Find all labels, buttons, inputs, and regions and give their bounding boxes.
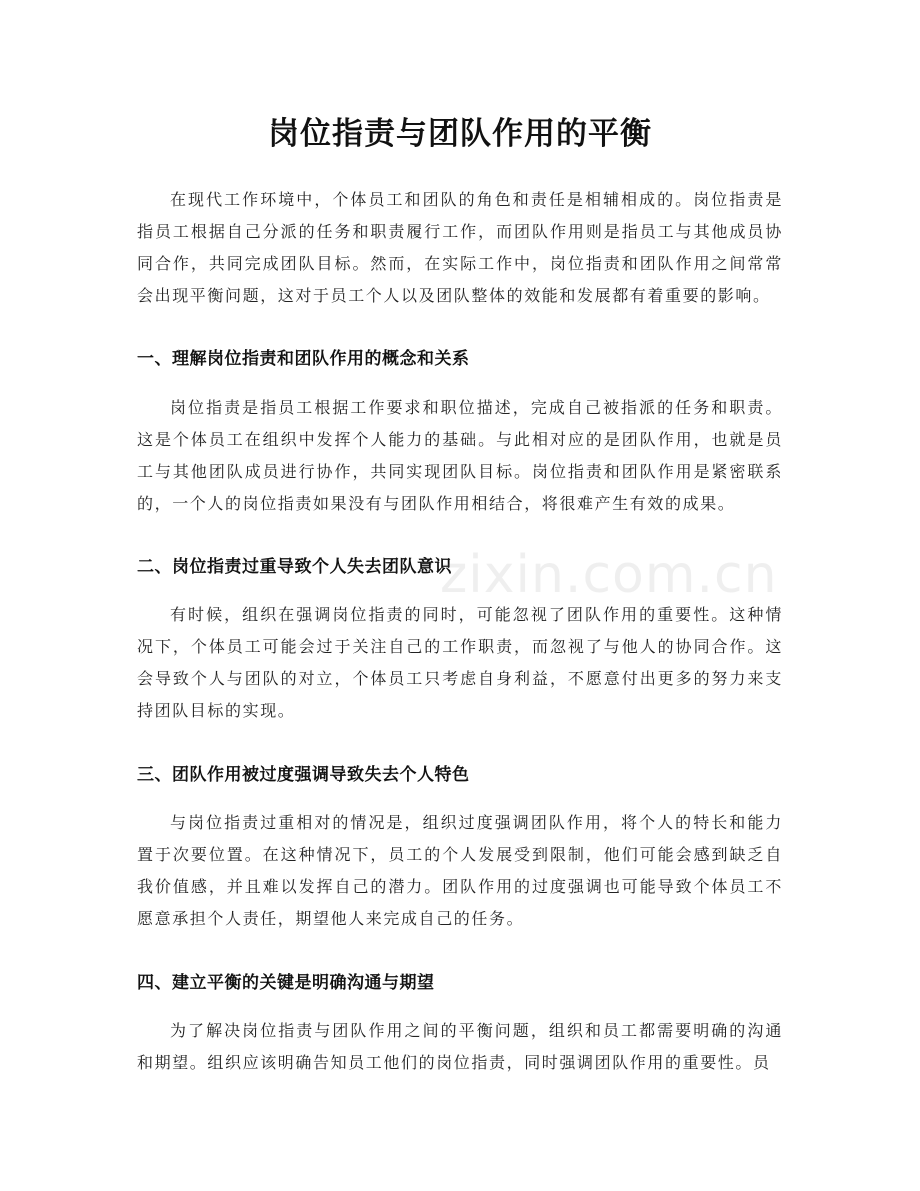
section-2-block <box>137 599 783 727</box>
section-1-paragraph: 岗位指责是指员工根据工作要求和职位描述，完成自己被指派的任务和职责。这是个体员工在组织中发挥个人能力的基础。与此相对应的是团队作用，也就是员工与其他团队成员进行协作，共同实现团队目标。岗位指责和团队作用是紧密联系的，一个人的岗位指责如果没有与团队作用相结合，将很难产生有效的成果。 <box>137 398 783 513</box>
section-3-heading: 三、团队作用被过度强调导致失去个人特色 <box>137 765 470 785</box>
section-3-paragraph: 与岗位指责过重相对的情况是，组织过度强调团队作用，将个人的特长和能力置于次要位置。在这种情况下，员工的个人发展受到限制，他们可能会感到缺乏自我价值感，并且难以发挥自己的潜力。团队作用的过度强调也可能导致个体员工不愿意承担个人责任，期望他人来完成自己的任务。 <box>137 813 783 928</box>
section-4-heading: 四、建立平衡的关键是明确沟通与期望 <box>137 973 435 993</box>
section-3-block <box>137 807 783 935</box>
section-1-block <box>137 392 783 520</box>
intro-paragraph: 在现代工作环境中，个体员工和团队的角色和责任是相辅相成的。岗位指责是指员工根据自己分派的任务和职责履行工作，而团队作用则是指员工与其他成员协同合作，共同完成团队目标。然而，在实际工作中，岗位指责和团队作用之间常常会出现平衡问题，这对于员工个人以及团队整体的效能和发展都有着重要的影响。 <box>137 190 783 305</box>
section-4-paragraph: 为了解决岗位指责与团队作用之间的平衡问题，组织和员工都需要明确的沟通和期望。组织应该明确告知员工他们的岗位指责，同时强调团队作用的重要性。员 <box>137 1021 783 1072</box>
watermark: zixin.com.cn <box>440 545 778 605</box>
section-2-paragraph: 有时候，组织在强调岗位指责的同时，可能忽视了团队作用的重要性。这种情况下，个体员工可能会过于关注自己的工作职责，而忽视了与他人的协同合作。这会导致个人与团队的对立，个体员工只考虑自身利益，不愿意付出更多的努力来支持团队目标的实现。 <box>137 605 783 720</box>
page-title: 岗位指责与团队作用的平衡 <box>268 116 652 152</box>
section-2-heading: 二、岗位指责过重导致个人失去团队意识 <box>137 557 452 577</box>
section-1-heading: 一、理解岗位指责和团队作用的概念和关系 <box>137 349 470 369</box>
intro-block <box>137 184 783 312</box>
section-4-block <box>137 1015 783 1079</box>
